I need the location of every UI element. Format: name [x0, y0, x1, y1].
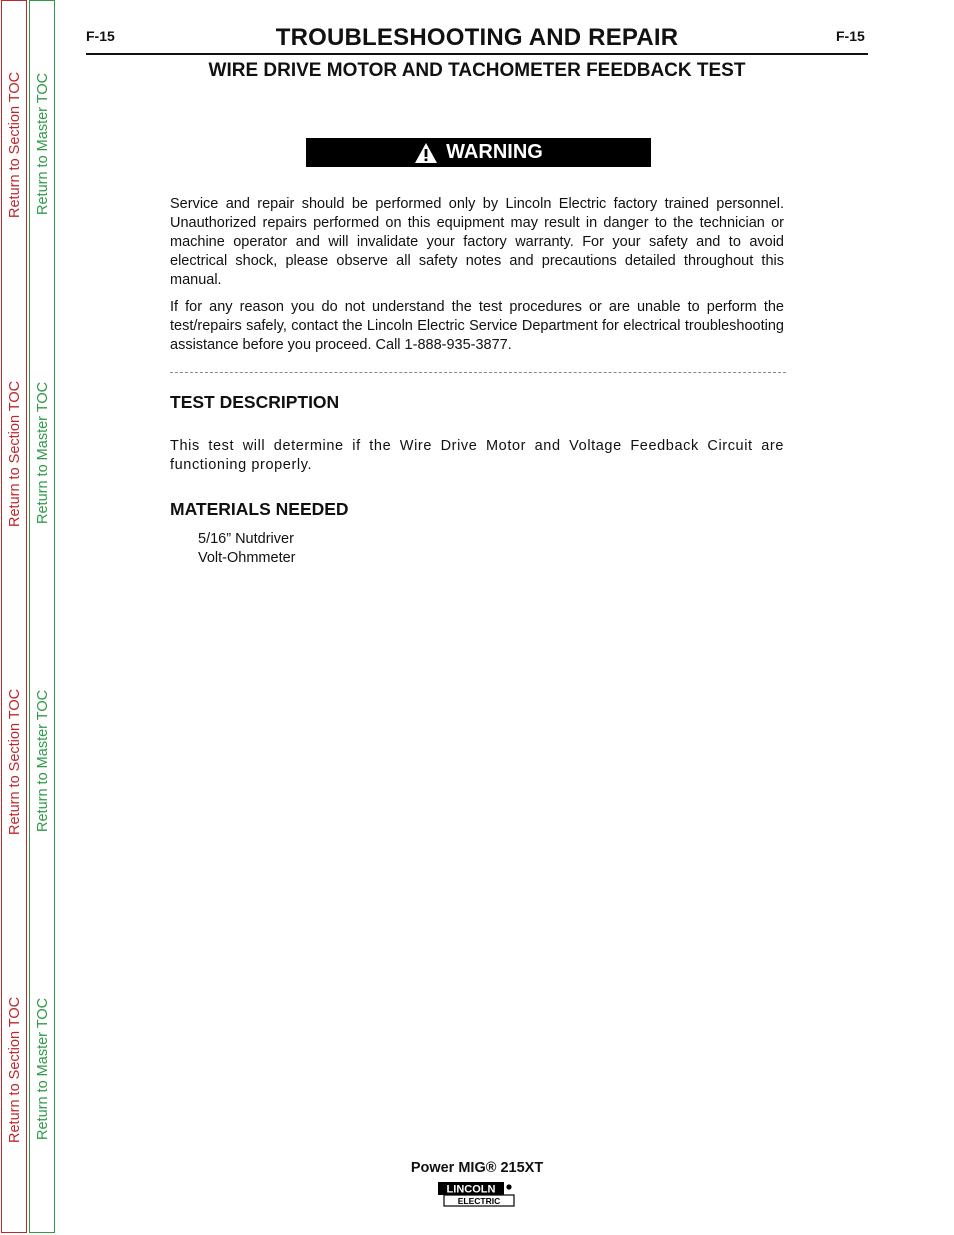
- dashed-divider: [170, 372, 786, 373]
- warning-banner: [306, 138, 651, 167]
- page-title: TROUBLESHOOTING AND REPAIR: [275, 24, 679, 51]
- page-number-right: F-15: [836, 28, 865, 44]
- page-number-left: F-15: [86, 28, 115, 44]
- footer-model-name: Power MIG® 215XT: [410, 1160, 544, 1176]
- materials-list: [198, 530, 296, 568]
- section-toc-column: Return to Section TOC Return to Section TOC Return to Section TOC Return to Section TOC: [1, 0, 27, 1233]
- warning-triangle-icon: [414, 142, 438, 164]
- list-item: 5/16” Nutdriver: [198, 531, 294, 547]
- lincoln-electric-logo: [437, 1180, 517, 1208]
- svg-text:LINCOLN: LINCOLN: [446, 1183, 496, 1196]
- list-item: Volt-Ohmmeter: [198, 550, 296, 566]
- warning-label: WARNING: [446, 141, 543, 163]
- warning-paragraph: Service and repair should be performed only by Lincoln Electric factory trained personnel. Unauthorized repairs performed on this equipment may result in danger to the technician or machine operator and will invalidate your factory warranty. For your safety and to avoid electrical shock, please observe all safety notes and precautions detailed throughout this manual.: [170, 196, 784, 288]
- warning-paragraph: If for any reason you do not understand the test procedures or are unable to perform the test/repairs safely, contact the Lincoln Electric Service Department for electrical troubleshooting assistance before you proceed. Call 1-888-935-3877.: [170, 299, 784, 353]
- materials-heading: MATERIALS NEEDED: [170, 499, 349, 519]
- master-toc-column: Return to Master TOC Return to Master TOC Return to Master TOC Return to Master TOC: [29, 0, 55, 1233]
- section-title: WIRE DRIVE MOTOR AND TACHOMETER FEEDBACK TEST: [208, 60, 746, 81]
- svg-text:ELECTRIC: ELECTRIC: [457, 1196, 501, 1206]
- test-description-text: This test will determine if the Wire Drive Motor and Voltage Feedback Circuit are functioning properly.: [170, 438, 784, 473]
- header-divider: [86, 53, 868, 55]
- test-description-heading: TEST DESCRIPTION: [170, 392, 340, 412]
